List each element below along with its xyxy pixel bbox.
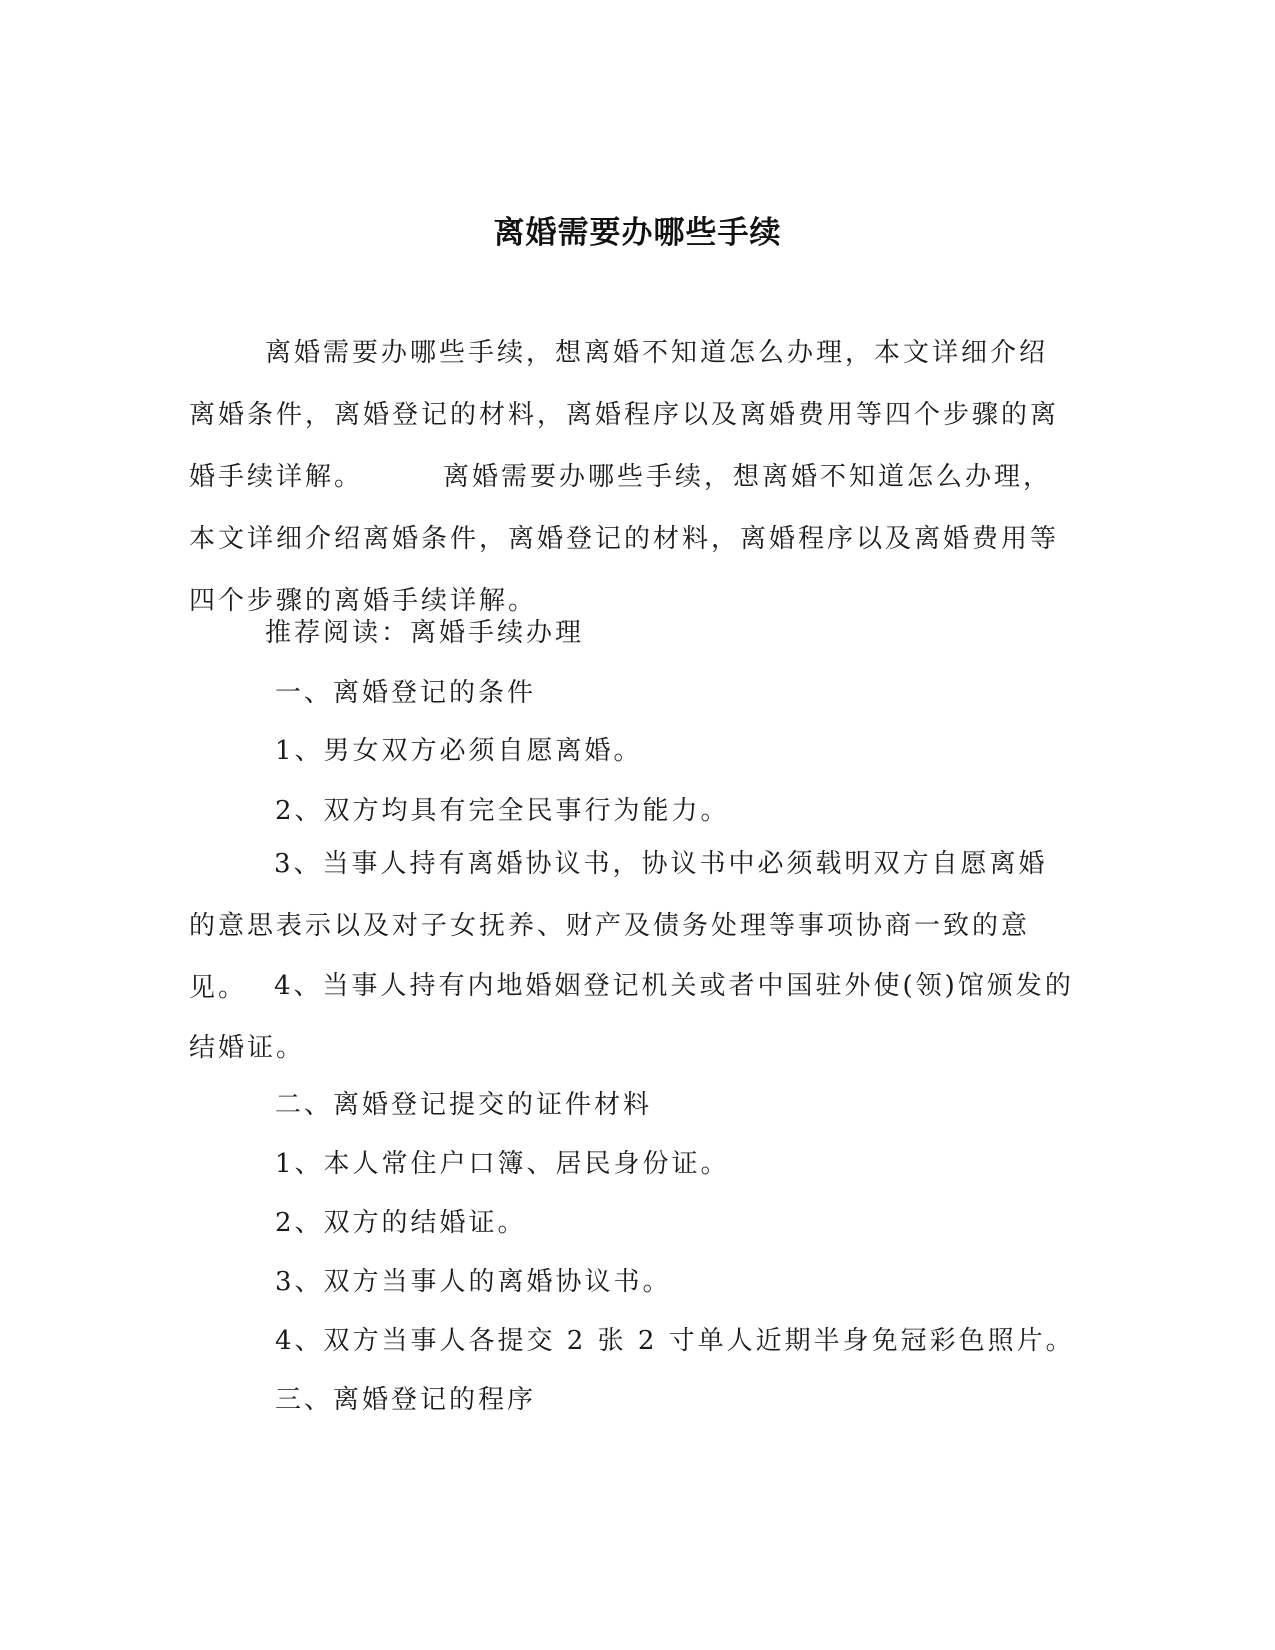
section-3-heading: 三、离婚登记的程序 <box>275 1385 537 1415</box>
intro-part-1: 离婚需要办哪些手续，想离婚不知道怎么办理，本文详细介绍离婚条件，离婚登记的材料，离婚程序以及离婚费用等四个步骤的离婚手续详解。 <box>189 338 1060 492</box>
section-1-item-1: 1、男女双方必须自愿离婚。 <box>275 736 643 766</box>
document-title: 离婚需要办哪些手续 <box>493 215 782 251</box>
section-2-heading: 二、离婚登记提交的证件材料 <box>275 1090 653 1120</box>
section-1-heading: 一、离婚登记的条件 <box>275 678 537 708</box>
section-2-item-2: 2、双方的结婚证。 <box>275 1208 527 1238</box>
section-1-item-3: 3、当事人持有离婚协议书，协议书中必须载明双方自愿离婚的意思表示以及对子女抚养、财产及债务处理等事项协商一致的意见。 <box>189 849 1048 1003</box>
section-2-item-4: 4、双方当事人各提交 2 张 2 寸单人近期半身免冠彩色照片。 <box>275 1326 1075 1356</box>
intro-part-2: 离婚需要办哪些手续，想离婚不知道怎么办理，本文详细介绍离婚条件，离婚登记的材料，离婚程序以及离婚费用等四个步骤的离婚手续详解。 <box>189 462 1060 616</box>
section-2-item-1: 1、本人常住户口簿、居民身份证。 <box>275 1149 730 1179</box>
section-2-item-3: 3、双方当事人的离婚协议书。 <box>275 1267 672 1297</box>
recommend-reading: 推荐阅读：离婚手续办理 <box>265 618 585 648</box>
section-1-item-4: 4、当事人持有内地婚姻登记机关或者中国驻外使(领)馆颁发的结婚证。 <box>189 971 1074 1063</box>
intro-paragraph <box>189 322 1074 632</box>
section-1-item-2: 2、双方均具有完全民事行为能力。 <box>275 796 730 826</box>
